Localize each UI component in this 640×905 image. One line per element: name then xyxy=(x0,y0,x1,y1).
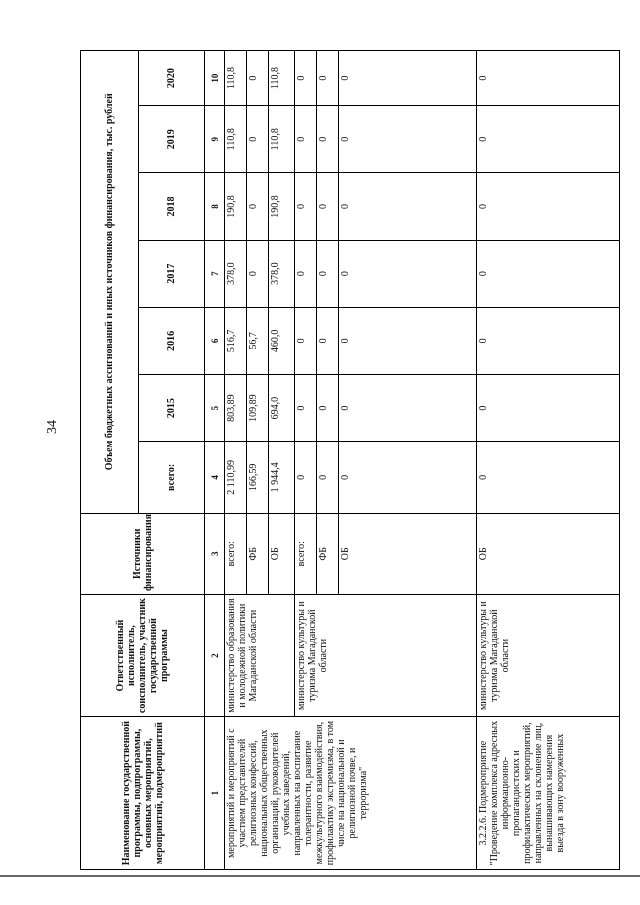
value-cell: 0 xyxy=(317,51,339,106)
header-row-1 xyxy=(81,51,139,870)
value-cell: 190,8 xyxy=(225,173,247,240)
table-row xyxy=(477,51,620,870)
column-number: 7 xyxy=(205,240,225,307)
source-cell: всего: xyxy=(295,513,317,594)
value-cell: 0 xyxy=(477,307,620,374)
column-number: 5 xyxy=(205,375,225,442)
value-cell: 166,59 xyxy=(247,442,269,513)
executor-cell: министерство образования и молодежной политики Магаданской области xyxy=(225,595,295,717)
value-cell: 0 xyxy=(477,442,620,513)
source-cell: всего: xyxy=(225,513,247,594)
executor-cell: министерство культуры и туризма Магаданской области xyxy=(477,595,620,717)
column-number: 2 xyxy=(205,595,225,717)
column-number: 6 xyxy=(205,307,225,374)
value-cell: 0 xyxy=(477,240,620,307)
source-cell: ОБ xyxy=(269,513,295,594)
page-number: 34 xyxy=(45,420,60,434)
value-cell: 0 xyxy=(339,106,477,173)
value-cell: 0 xyxy=(477,173,620,240)
value-cell: 0 xyxy=(339,307,477,374)
value-cell: 0 xyxy=(317,240,339,307)
header-year: 2015 xyxy=(139,375,205,442)
header-name: Наименование государственной программы, подпрограммы, основных мероприятий, мероприятий, подмероприятий xyxy=(81,717,205,870)
value-cell: 0 xyxy=(339,442,477,513)
value-cell: 0 xyxy=(295,307,317,374)
column-number: 4 xyxy=(205,442,225,513)
source-cell: ОБ xyxy=(339,513,477,594)
source-cell: ФБ xyxy=(317,513,339,594)
value-cell: 0 xyxy=(317,307,339,374)
financing-table-wrapper xyxy=(80,50,620,870)
header-year: 2020 xyxy=(139,51,205,106)
financing-table xyxy=(80,50,620,870)
value-cell: 516,7 xyxy=(225,307,247,374)
value-cell: 0 xyxy=(339,375,477,442)
header-total: всего: xyxy=(139,442,205,513)
header-year: 2017 xyxy=(139,240,205,307)
value-cell: 0 xyxy=(295,375,317,442)
value-cell: 109,89 xyxy=(247,375,269,442)
activity-name-cell: 3.2.2.6. Подмероприятие "Проведение комплекса адресных информационно-пропагандистских и профилактических мероприятий, направленных на склонение лиц, вынашивающих намерения выезда в зону вооруженных xyxy=(477,717,620,870)
column-number: 10 xyxy=(205,51,225,106)
value-cell: 0 xyxy=(295,106,317,173)
source-cell: ОБ xyxy=(477,513,620,594)
bottom-rule xyxy=(0,875,640,877)
value-cell: 0 xyxy=(339,240,477,307)
table-row xyxy=(225,51,247,870)
column-number: 3 xyxy=(205,513,225,594)
value-cell: 0 xyxy=(247,240,269,307)
value-cell: 0 xyxy=(317,173,339,240)
value-cell: 0 xyxy=(247,173,269,240)
value-cell: 0 xyxy=(339,173,477,240)
header-source: Источники финансирования xyxy=(81,513,205,594)
value-cell: 0 xyxy=(477,375,620,442)
value-cell: 0 xyxy=(317,442,339,513)
column-number-row xyxy=(205,51,225,870)
activity-name-cell: мероприятий и мероприятий с участием представителей религиозных конфессий, национальных общественных организаций, руководителей учебных заведений, направленных на воспитание толерантности, развитие межкультурного взаимодействия, профилактику экстремизма, в том числе на национальной и религиозной почве, и терроризма" xyxy=(225,717,477,870)
value-cell: 378,0 xyxy=(225,240,247,307)
value-cell: 2 110,99 xyxy=(225,442,247,513)
value-cell: 0 xyxy=(295,51,317,106)
value-cell: 0 xyxy=(339,51,477,106)
value-cell: 190,8 xyxy=(269,173,295,240)
header-year: 2018 xyxy=(139,173,205,240)
value-cell: 0 xyxy=(317,375,339,442)
value-cell: 694,0 xyxy=(269,375,295,442)
value-cell: 110,8 xyxy=(269,106,295,173)
value-cell: 0 xyxy=(247,106,269,173)
value-cell: 0 xyxy=(295,240,317,307)
header-volume: Объем бюджетных ассигнований и иных источников финансирования, тыс. рублей xyxy=(81,51,139,514)
executor-cell: министерство культуры и туризма Магаданской области xyxy=(295,595,477,717)
value-cell: 0 xyxy=(295,173,317,240)
column-number: 9 xyxy=(205,106,225,173)
value-cell: 1 944,4 xyxy=(269,442,295,513)
value-cell: 110,8 xyxy=(269,51,295,106)
header-year: 2019 xyxy=(139,106,205,173)
header-year: 2016 xyxy=(139,307,205,374)
value-cell: 56,7 xyxy=(247,307,269,374)
value-cell: 110,8 xyxy=(225,106,247,173)
column-number: 8 xyxy=(205,173,225,240)
value-cell: 460,0 xyxy=(269,307,295,374)
value-cell: 110,8 xyxy=(225,51,247,106)
value-cell: 803,89 xyxy=(225,375,247,442)
source-cell: ФБ xyxy=(247,513,269,594)
value-cell: 378,0 xyxy=(269,240,295,307)
value-cell: 0 xyxy=(477,51,620,106)
value-cell: 0 xyxy=(317,106,339,173)
header-executor: Ответственный исполнитель, соисполнитель, участник государственной программы xyxy=(81,595,205,717)
value-cell: 0 xyxy=(247,51,269,106)
value-cell: 0 xyxy=(477,106,620,173)
value-cell: 0 xyxy=(295,442,317,513)
column-number: 1 xyxy=(205,717,225,870)
